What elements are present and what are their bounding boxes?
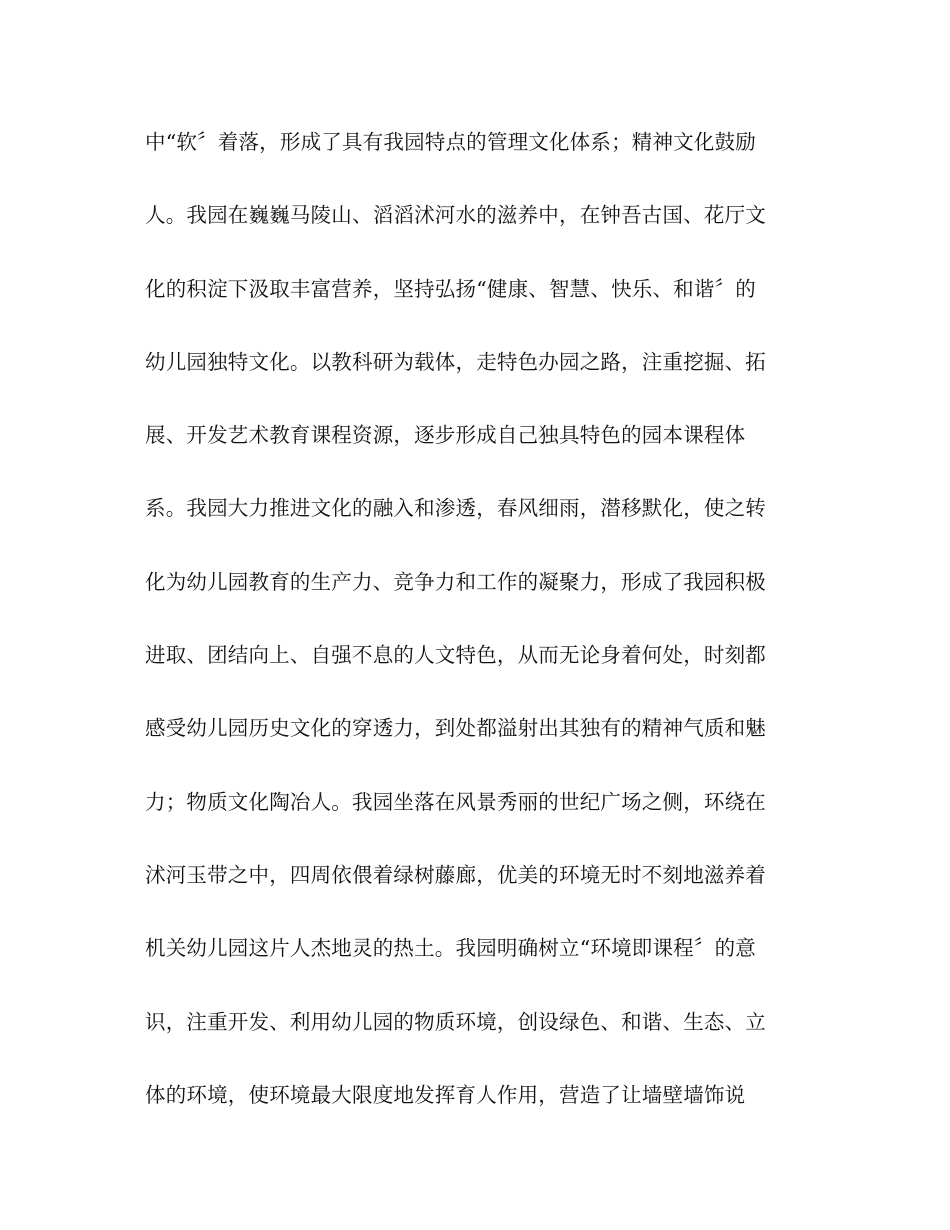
text-line: 体的环境，使环境最大限度地发挥育人作用，营造了让墙壁墙饰说 [145,1082,746,1107]
text-line: 幼儿园独特文化。以教科研为载体，走特色办园之路，注重挖掘、拓 [145,349,766,374]
text-line: 力；物质文化陶冶人。我园坐落在风景秀丽的世纪广场之侧，环绕在 [145,789,766,814]
text-line: 系。我园大力推进文化的融入和渗透，春风细雨，潜移默化，使之转 [145,496,766,521]
body-text [145,122,810,1148]
text-line: 中“软〞着落，形成了具有我园特点的管理文化体系；精神文化鼓励 [145,130,756,154]
text-line: 人。我园在巍巍马陵山、滔滔沭河水的滋养中，在钟吾古国、花厅文 [145,203,766,228]
text-line: 化的积淀下汲取丰富营养，坚持弘扬“健康、智慧、快乐、和谐〞的 [145,276,756,301]
text-line: 展、开发艺术教育课程资源，逐步形成自己独具特色的园本课程体 [145,423,746,448]
text-line: 识，注重开发、利用幼儿园的物质环境，创设绿色、和谐、生态、立 [145,1009,766,1034]
text-line: 感受幼儿园历史文化的穿透力，到处都溢射出其独有的精神气质和魅 [145,716,766,741]
text-line: 沭河玉带之中，四周依偎着绿树藤廊，优美的环境无时不刻地滋养着 [145,862,766,887]
text-line: 机关幼儿园这片人杰地灵的热土。我园明确树立“环境即课程〞的意 [145,936,756,961]
text-line: 进取、团结向上、自强不息的人文特色，从而无论身着何处，时刻都 [145,643,766,668]
text-line: 化为幼儿园教育的生产力、竞争力和工作的凝聚力，形成了我园积极 [145,569,766,594]
